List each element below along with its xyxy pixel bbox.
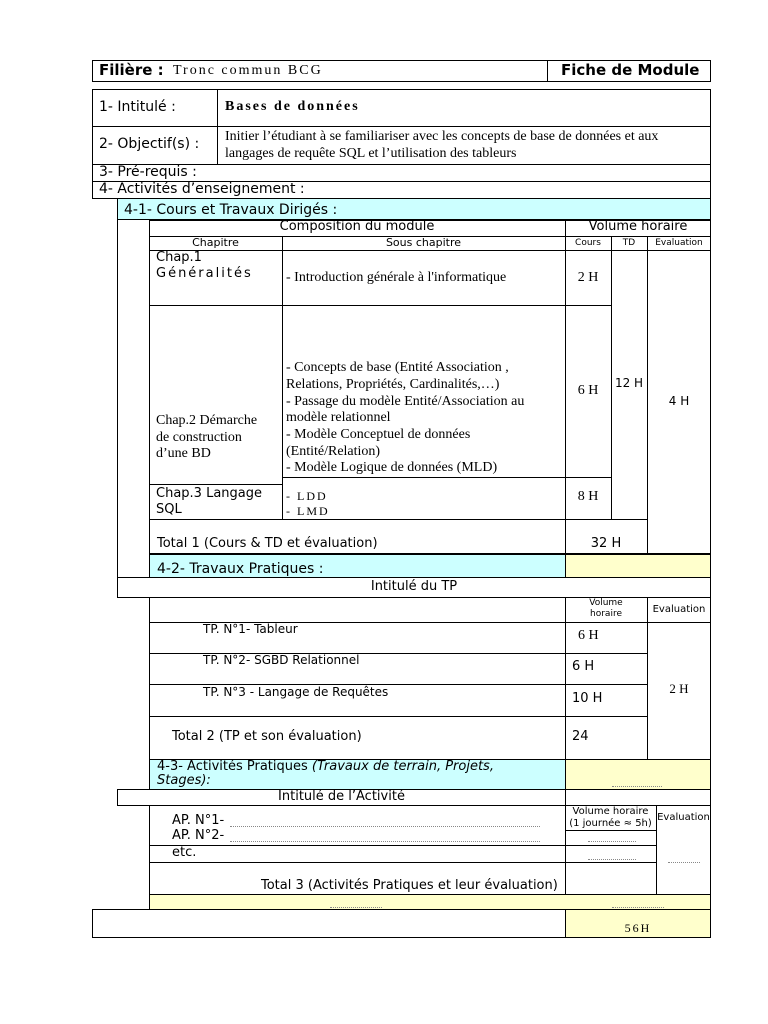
tp-volume-header: horaire <box>590 609 622 619</box>
ap-volume-header: (1 journée ≈ 5h) <box>569 818 652 829</box>
chap1-item: - Introduction générale à l'informatique <box>286 270 507 285</box>
chap3-line: Chap.3 Langage <box>156 486 262 501</box>
col-cours: Cours <box>575 238 601 248</box>
chap3-item: - LDD <box>286 489 328 503</box>
cours-section-label: 4-1- Cours et Travaux Dirigés : <box>124 202 338 218</box>
tp-row-label: TP. N°2- SGBD Relationnel <box>203 653 360 667</box>
objectif-label: 2- Objectif(s) : <box>99 136 200 152</box>
ap-section-label: 4-3- Activités Pratiques (Travaux de terrain, Projets, <box>157 759 494 774</box>
prerequis-label: 3- Pré-requis : <box>99 164 197 180</box>
col-td: TD <box>622 238 636 248</box>
filiere-label: Filière : <box>99 61 164 79</box>
tp-intitule-header: Intitulé du TP <box>370 579 458 594</box>
total2-value: 24 <box>572 729 589 744</box>
col-chapitre: Chapitre <box>192 236 239 249</box>
total3-label: Total 3 (Activités Pratiques et leur évaluation) <box>261 878 558 893</box>
ap-evaluation-header: Evaluation <box>657 812 710 823</box>
ap-row-label: AP. N°2- <box>172 828 225 843</box>
total1-value: 32 H <box>590 536 622 551</box>
tp-volume-header: Volume <box>589 598 623 608</box>
chap2-line: d’une BD <box>156 446 211 461</box>
volume-header: Volume horaire <box>588 219 688 234</box>
tp-row-volume: 10 H <box>572 691 603 706</box>
chap3-cours: 8 H <box>577 489 599 504</box>
chap1-num: Chap.1 <box>156 250 202 265</box>
objectif-line1: Initier l’étudiant à se familiariser avec les concepts de base de données et aux <box>225 129 659 144</box>
ap-row-label: AP. N°1- <box>172 813 225 828</box>
chap1-title: Généralités <box>156 266 253 281</box>
chap2-line: de construction <box>156 430 242 445</box>
col-sous-chapitre: Sous chapitre <box>385 236 462 249</box>
tp-evaluation-value: 2 H <box>669 681 689 696</box>
chap2-cours: 6 H <box>577 383 599 398</box>
tp-row-label: TP. N°1- Tableur <box>203 622 298 636</box>
filiere-value: Tronc commun BCG <box>173 63 323 78</box>
col-evaluation: Evaluation <box>655 238 703 248</box>
tp-row-label: TP. N°3 - Langage de Requêtes <box>203 685 389 699</box>
chap2-item: modèle relationnel <box>286 410 391 425</box>
chap2-item: Relations, Propriétés, Cardinalités,…) <box>286 377 500 392</box>
intitule-value: Bases de données <box>225 99 360 114</box>
chap2-item: (Entité/Relation) <box>286 444 381 459</box>
grand-total-value: 56H <box>624 921 652 935</box>
chap3-item: - LMD <box>286 504 330 518</box>
total2-label: Total 2 (TP et son évaluation) <box>172 729 362 744</box>
chap2-item: - Modèle Conceptuel de données <box>286 427 471 442</box>
tp-row-volume: 6 H <box>572 659 595 674</box>
chap2-item: - Passage du modèle Entité/Association au <box>286 394 525 409</box>
ap-row-label: etc. <box>172 845 197 860</box>
fiche-label: Fiche de Module <box>561 61 700 79</box>
ap-section-label-line2: Stages): <box>157 773 211 788</box>
ap-intitule-header: Intitulé de l’Activité <box>278 789 405 804</box>
tp-evaluation-header: Evaluation <box>652 604 706 615</box>
cours-evaluation-value: 4 H <box>668 394 690 408</box>
activites-label: 4- Activités d’enseignement : <box>99 181 305 197</box>
ap-volume-header: Volume horaire <box>572 806 649 817</box>
td-value: 12 H <box>614 376 644 390</box>
tp-section-label: 4-2- Travaux Pratiques : <box>157 561 324 577</box>
chap3-line: SQL <box>156 502 182 517</box>
chap2-item: - Modèle Logique de données (MLD) <box>286 460 498 475</box>
intitule-label: 1- Intitulé : <box>99 99 176 115</box>
objectif-line2: langages de requête SQL et l’utilisation des tableurs <box>225 146 517 161</box>
chap1-cours: 2 H <box>577 270 599 285</box>
total1-label: Total 1 (Cours & TD et évaluation) <box>157 536 378 551</box>
tp-row-volume: 6 H <box>578 628 599 643</box>
chap2-line: Chap.2 Démarche <box>156 413 258 428</box>
tp-section-yellow-cell <box>565 554 711 578</box>
composition-header: Composition du module <box>279 219 435 234</box>
chap2-item: - Concepts de base (Entité Association , <box>286 360 509 375</box>
